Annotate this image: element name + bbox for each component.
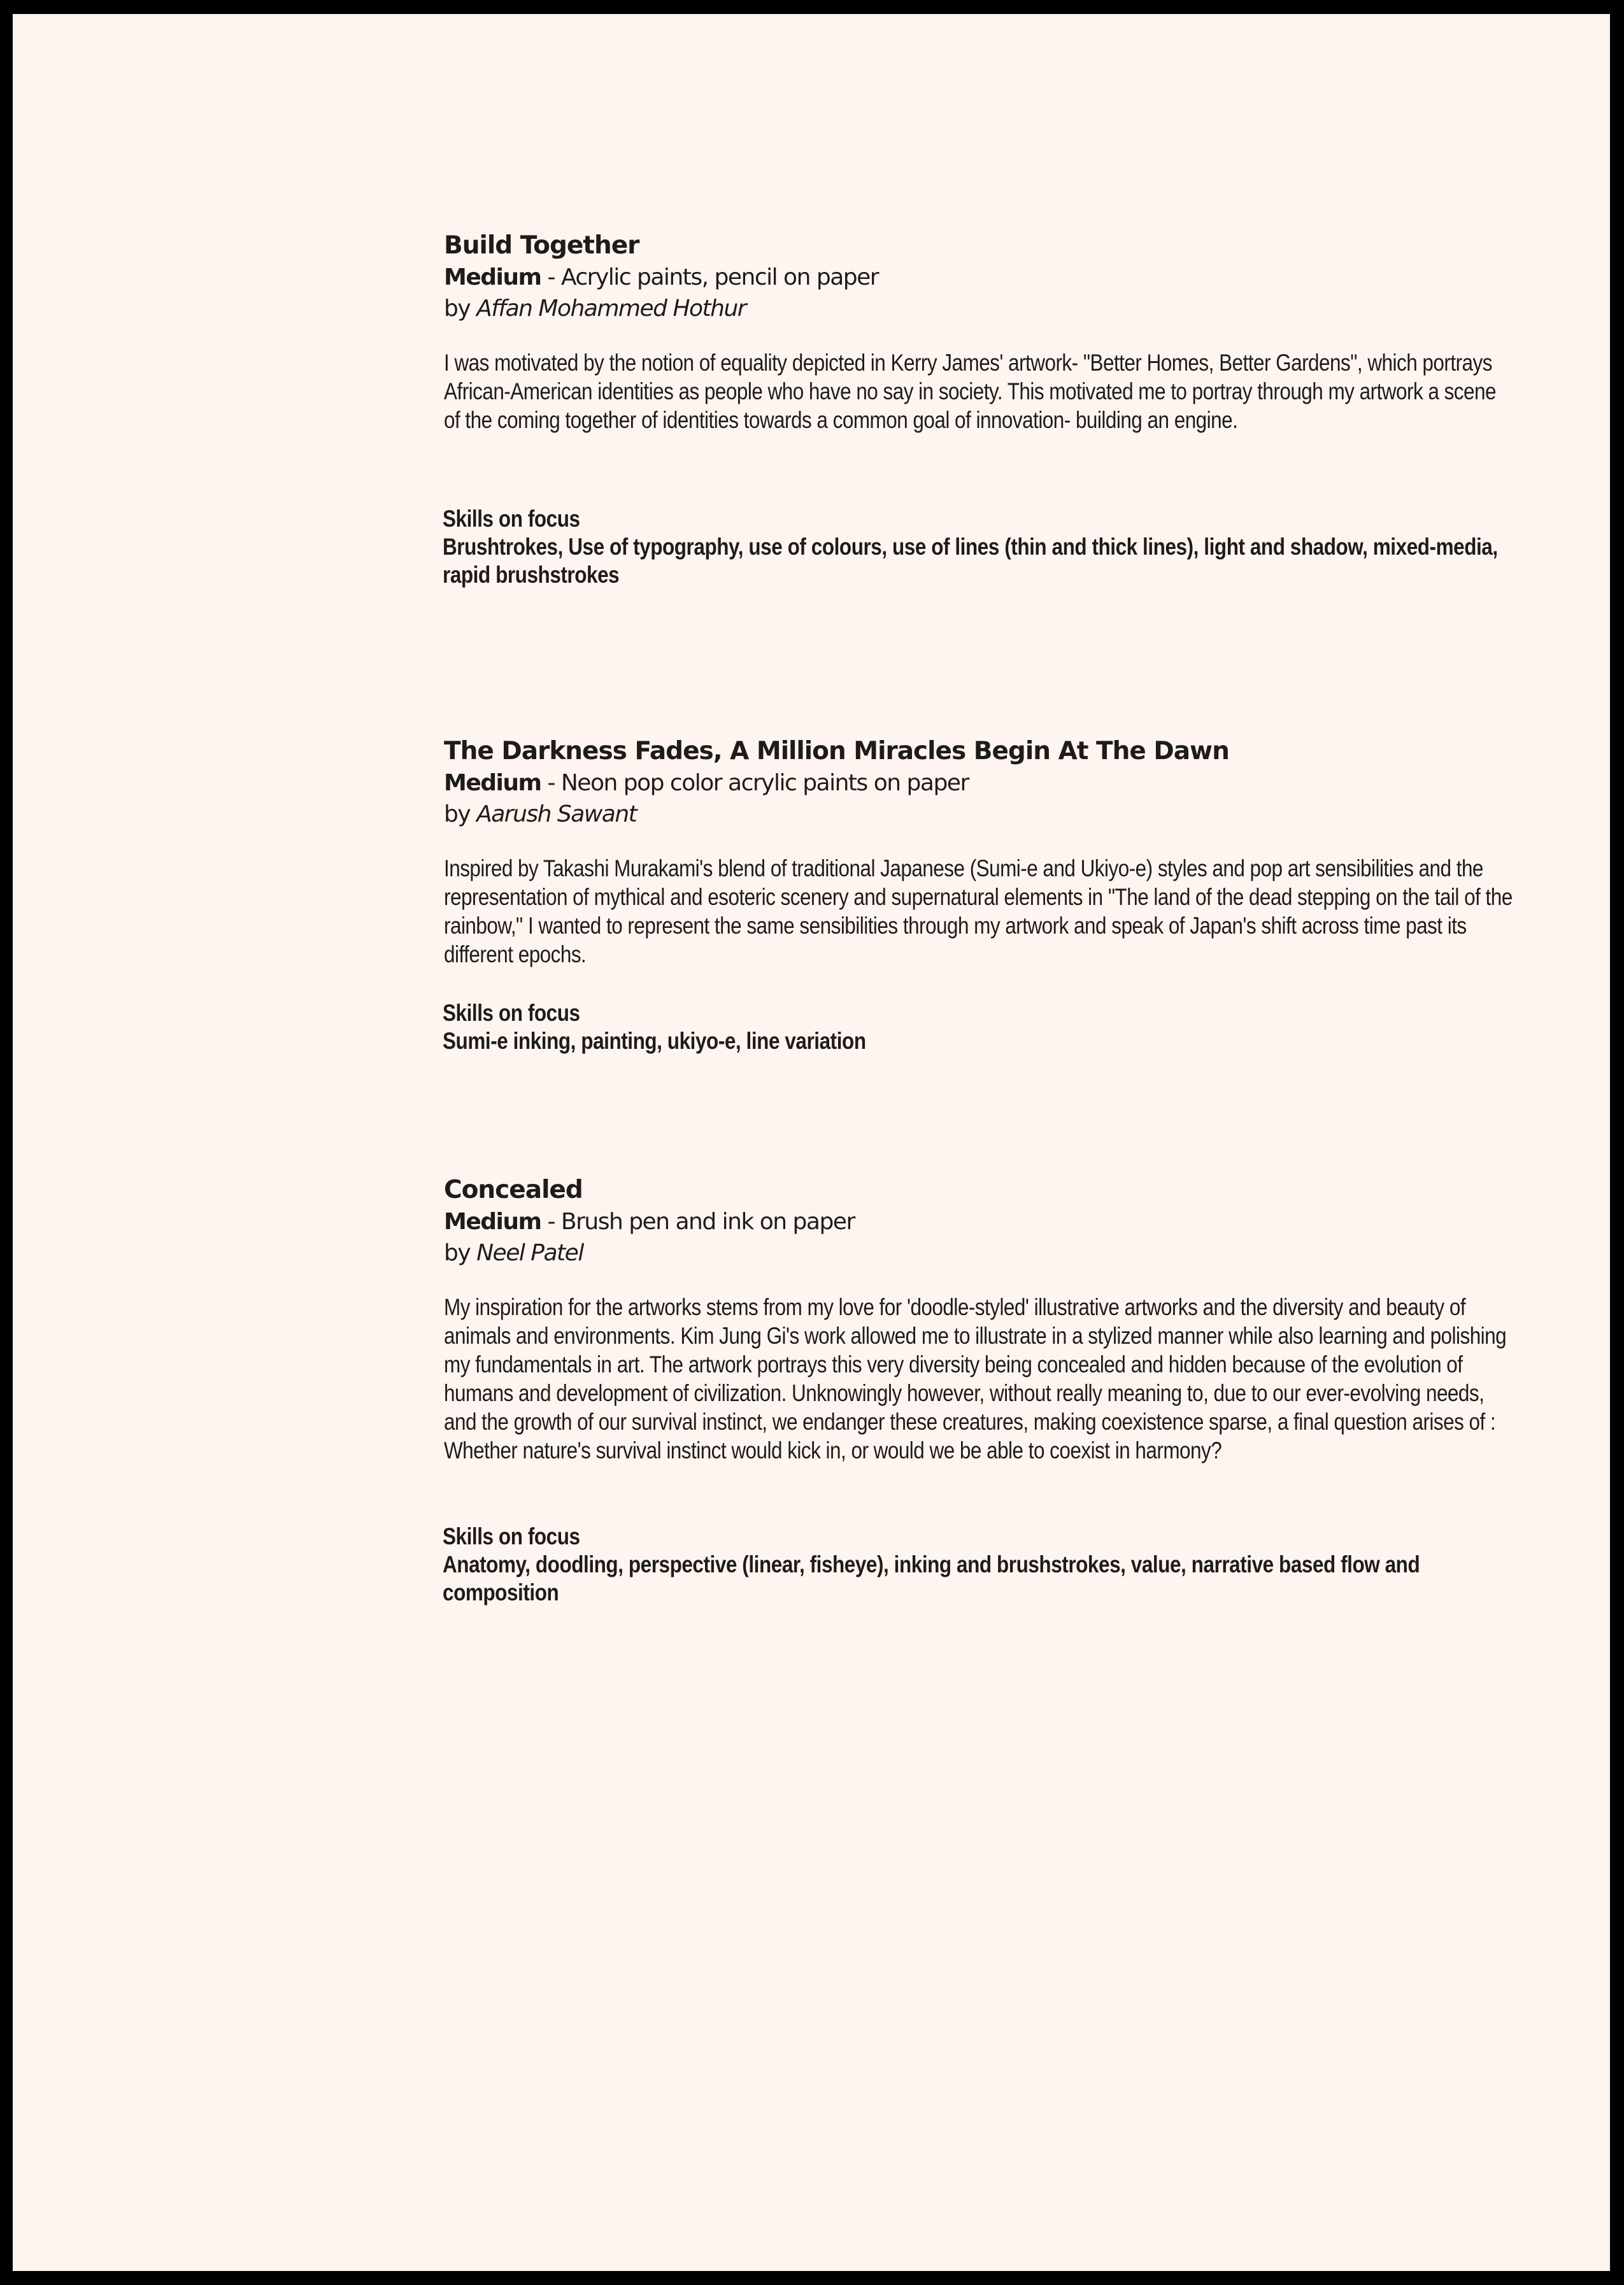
medium-label: Medium xyxy=(444,770,541,796)
skills-section xyxy=(443,1523,1538,1607)
skills-list: Sumi-e inking, painting, ukiyo-e, line variation xyxy=(443,1028,866,1054)
skills-heading: Skills on focus xyxy=(443,1523,580,1549)
artist-name: Neel Patel xyxy=(476,1240,583,1266)
artist-name: Affan Mohammed Hothur xyxy=(476,295,746,322)
artwork-entry-concealed xyxy=(444,1174,1539,1465)
medium-text: - Brush pen and ink on paper xyxy=(541,1209,855,1235)
by-label: by xyxy=(444,1240,477,1266)
artwork-description: Inspired by Takashi Murakami's blend of traditional Japanese (Sumi-e and Ukiyo-e) styles and pop art sensibilities and the representation of mythical and esoteric scenery and supernatural elements in "The land of the dead stepping on the tail of the rainbow," I wanted to represent the same sensibilities through my artwork and speak of Japan's shift across time past its different epochs. xyxy=(444,855,1513,967)
skills-section xyxy=(443,999,1538,1055)
skills-heading: Skills on focus xyxy=(443,506,580,532)
artwork-byline xyxy=(444,1237,1539,1269)
artwork-title: Concealed xyxy=(444,1176,583,1204)
artwork-byline xyxy=(444,293,1539,324)
artwork-medium xyxy=(444,262,1539,293)
by-label: by xyxy=(444,801,477,827)
artwork-byline xyxy=(444,799,1539,830)
artwork-medium xyxy=(444,1206,1539,1237)
page-sheet xyxy=(13,14,1610,2271)
artwork-description: I was motivated by the notion of equality depicted in Kerry James' artwork- "Better Homes, Better Gardens", which portrays African-American identities as people who have no say in society. This motivated me to portray through my artwork a scene of the coming together of identities towards a common goal of innovation- building an engine. xyxy=(444,350,1496,433)
artwork-entry-build-together xyxy=(444,230,1539,434)
skills-list: Anatomy, doodling, perspective (linear, fisheye), inking and brushstrokes, value, narrative based flow and composition xyxy=(443,1551,1420,1605)
artwork-entry-darkness-fades xyxy=(444,736,1539,969)
by-label: by xyxy=(444,295,477,322)
medium-label: Medium xyxy=(444,264,541,290)
artwork-title: Build Together xyxy=(444,231,639,260)
artist-name: Aarush Sawant xyxy=(476,801,637,827)
medium-label: Medium xyxy=(444,1209,541,1235)
artwork-description: My inspiration for the artworks stems from my love for 'doodle-styled' illustrative artworks and the diversity and beauty of animals and environments. Kim Jung Gi's work allowed me to illustrate in a stylized manner while also learning and polishing my fundamentals in art. The artwork portrays this very diversity being concealed and hidden because of the evolution of humans and development of civilization. Unknowingly however, without really meaning to, due to our ever-evolving needs, and the growth of our survival instinct, we endanger these creatures, making coexistence sparse, a final question arises of : Whether nature's survival instinct would kick in, or would we be able to coexist in harmony? xyxy=(444,1294,1507,1463)
skills-list: Brushtrokes, Use of typography, use of colours, use of lines (thin and thick lines), light and shadow, mixed-media, rapid brushstrokes xyxy=(443,534,1498,588)
medium-text: - Acrylic paints, pencil on paper xyxy=(541,264,879,290)
skills-heading: Skills on focus xyxy=(443,1000,580,1026)
artwork-medium xyxy=(444,767,1539,799)
medium-text: - Neon pop color acrylic paints on paper xyxy=(541,770,969,796)
skills-section xyxy=(443,505,1538,589)
artwork-title: The Darkness Fades, A Million Miracles Begin At The Dawn xyxy=(444,737,1229,765)
